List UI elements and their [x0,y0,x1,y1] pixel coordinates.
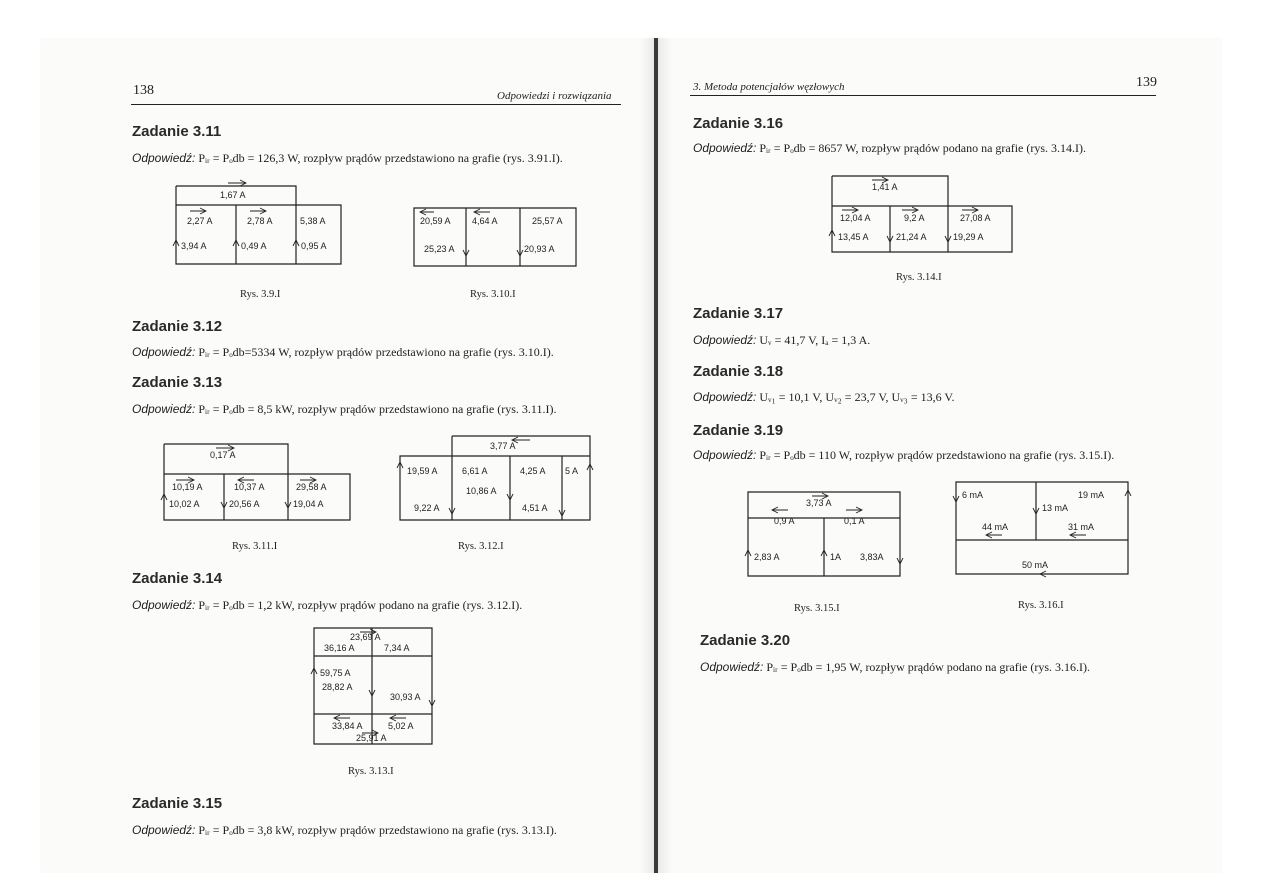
figure-caption: Rys. 3.14.I [896,272,942,283]
figure-3-11-i [160,436,360,526]
task-answer [693,141,1086,156]
current-label: 0,49 A [241,241,267,251]
current-label: 1A [830,552,842,562]
current-label: 27,08 A [960,213,991,223]
current-label: 19,29 A [953,232,984,242]
current-label: 2,27 A [187,216,213,226]
answer-text: Pᵢᵣ = Pₒdb = 110 W, rozpływ prądów przedstawiono na grafie (rys. 3.15.I). [759,448,1115,462]
task-answer [132,402,556,417]
current-label: 33,84 A [332,721,363,731]
current-label: 36,16 A [324,643,355,653]
current-label: 9,2 A [904,213,925,223]
current-label: 59,75 A [320,668,351,678]
current-label: 19 mA [1078,490,1105,500]
answer-text: Pᵢᵣ = Pₒdb = 8,5 kW, rozpływ prądów przedstawiono na grafie (rys. 3.11.I). [198,402,557,416]
task-title: Zadanie 3.12 [132,318,223,335]
current-label: 0,9 A [774,516,795,526]
task-answer [132,823,557,838]
current-label: 20,93 A [524,244,555,254]
current-label: 0,1 A [844,516,865,526]
figure-caption: Rys. 3.9.I [240,289,281,300]
answer-label: Odpowiedź: [700,660,764,674]
left-page-number: 138 [133,83,154,98]
figure-3-10-i [410,204,586,270]
current-label: 3,94 A [181,241,207,251]
current-label: 6 mA [962,490,984,500]
current-label: 10,37 A [234,482,265,492]
current-label: 50 mA [1022,560,1049,570]
task-title: Zadanie 3.14 [132,570,223,587]
figure-caption: Rys. 3.15.I [794,603,840,614]
current-label: 2,78 A [247,216,273,226]
answer-text: Pᵢᵣ = Pₒdb = 126,3 W, rozpływ prądów przedstawiono na grafie (rys. 3.91.I). [198,151,563,165]
current-label: 9,22 A [414,503,440,513]
left-header-rule [131,104,621,105]
current-label: 21,24 A [896,232,927,242]
current-label: 1,41 A [872,182,898,192]
current-label: 5 A [565,466,579,476]
right-page-number: 139 [1136,75,1157,90]
task-answer [700,660,1090,675]
current-label: 44 mA [982,522,1009,532]
current-label: 3,77 A [490,441,516,451]
figure-3-16-i [952,478,1136,578]
task-title: Zadanie 3.11 [132,123,222,140]
current-label: 2,83 A [754,552,780,562]
current-label: 0,17 A [210,450,236,460]
answer-label: Odpowiedź: [693,448,757,462]
right-running-header: 3. Metoda potencjałów węzłowych [693,81,845,93]
task-title: Zadanie 3.20 [700,632,791,649]
current-label: 29,58 A [296,482,327,492]
figure-3-14-i [828,170,1018,258]
figure-3-13-i [310,624,438,750]
answer-label: Odpowiedź: [693,390,757,404]
current-label: 25,91 A [356,733,387,743]
figure-caption: Rys. 3.16.I [1018,600,1064,611]
answer-label: Odpowiedź: [132,823,196,837]
current-label: 4,25 A [520,466,546,476]
task-answer [693,448,1114,463]
answer-text: Pᵢᵣ = Pₒdb = 3,8 kW, rozpływ prądów przedstawiono na grafie (rys. 3.13.I). [198,823,557,837]
right-header-rule [690,95,1156,96]
answer-label: Odpowiedź: [132,345,196,359]
current-label: 19,59 A [407,466,438,476]
current-label: 13,45 A [838,232,869,242]
current-label: 20,56 A [229,499,260,509]
figure-3-12-i [396,430,602,526]
task-answer [693,390,955,405]
current-label: 30,93 A [390,692,421,702]
task-answer [132,345,554,360]
current-label: 31 mA [1068,522,1095,532]
left-running-header: Odpowiedzi i rozwiązania [497,90,612,102]
answer-label: Odpowiedź: [693,333,757,347]
task-answer [132,598,522,613]
answer-text: Pᵢᵣ = Pₒdb = 1,2 kW, rozpływ prądów podano na grafie (rys. 3.12.I). [198,598,523,612]
figure-3-9-i [172,178,352,270]
current-label: 1,67 A [220,190,246,200]
current-label: 10,02 A [169,499,200,509]
figure-caption: Rys. 3.13.I [348,766,394,777]
answer-label: Odpowiedź: [132,598,196,612]
current-label: 4,64 A [472,216,498,226]
current-label: 10,19 A [172,482,203,492]
task-title: Zadanie 3.17 [693,305,784,322]
answer-label: Odpowiedź: [132,402,196,416]
task-answer [132,151,563,166]
current-label: 23,69 A [350,632,381,642]
task-title: Zadanie 3.18 [693,363,784,380]
current-label: 13 mA [1042,503,1069,513]
answer-text: Pᵢᵣ = Pₒdb = 1,95 W, rozpływ prądów podano na grafie (rys. 3.16.I). [766,660,1091,674]
current-label: 4,51 A [522,503,548,513]
answer-label: Odpowiedź: [132,151,196,165]
task-answer [693,333,870,348]
current-label: 6,61 A [462,466,488,476]
figure-caption: Rys. 3.12.I [458,541,504,552]
task-title: Zadanie 3.19 [693,422,784,439]
current-label: 3,73 A [806,498,832,508]
current-label: 12,04 A [840,213,871,223]
current-label: 25,57 A [532,216,563,226]
current-label: 0,95 A [301,241,327,251]
figure-caption: Rys. 3.11.I [232,541,278,552]
answer-text: Uᵥ₁ = 10,1 V, Uᵥ₂ = 23,7 V, Uᵥ₃ = 13,6 V. [759,390,955,404]
current-label: 5,02 A [388,721,414,731]
task-title: Zadanie 3.16 [693,115,784,132]
current-label: 10,86 A [466,486,497,496]
current-label: 25,23 A [424,244,455,254]
answer-text: Pᵢᵣ = Pₒdb=5334 W, rozpływ prądów przedstawiono na grafie (rys. 3.10.I). [198,345,554,359]
figure-3-15-i [744,488,908,582]
current-label: 19,04 A [293,499,324,509]
answer-text: Pᵢᵣ = Pₒdb = 8657 W, rozpływ prądów podano na grafie (rys. 3.14.I). [759,141,1087,155]
figure-caption: Rys. 3.10.I [470,289,516,300]
current-label: 28,82 A [322,682,353,692]
task-title: Zadanie 3.15 [132,795,223,812]
answer-text: Uᵥ = 41,7 V, Iₐ = 1,3 A. [759,333,871,347]
book-gutter [654,38,658,873]
current-label: 3,83A [860,552,884,562]
current-label: 5,38 A [300,216,326,226]
current-label: 7,34 A [384,643,410,653]
task-title: Zadanie 3.13 [132,374,223,391]
current-label: 20,59 A [420,216,451,226]
answer-label: Odpowiedź: [693,141,757,155]
